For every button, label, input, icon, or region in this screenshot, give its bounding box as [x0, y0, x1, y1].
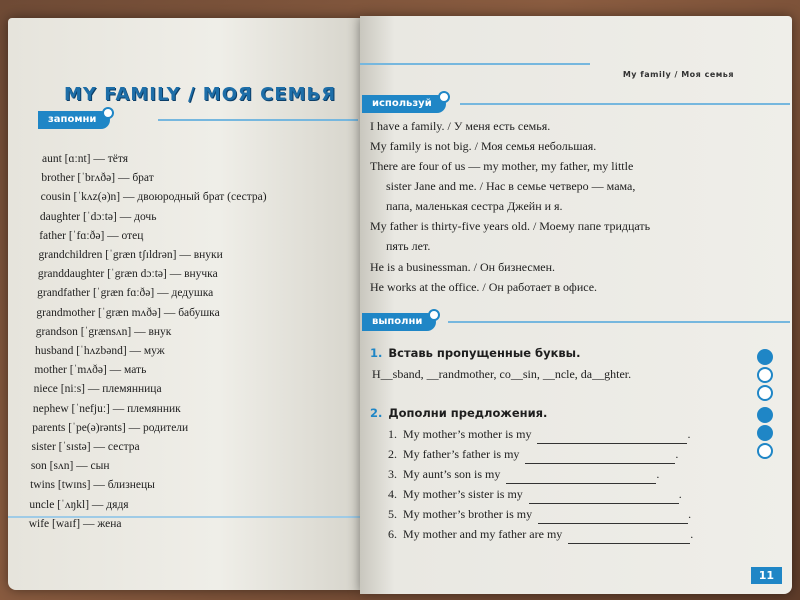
- vocab-item: wife [waɪf] — жена: [28, 517, 122, 530]
- task1-text: H__sband, __randmother, co__sin, __ncle, da__ghter.: [372, 367, 632, 381]
- vocab-item: grandmother [ˈgræn mʌðə] — бабушка: [36, 306, 220, 319]
- task2-item-text: My mother and my father are my: [403, 527, 563, 541]
- vocab-item: grandchildren [ˈgræn tʃɪldrən] — внуки: [38, 249, 223, 262]
- filled-circle-icon: [757, 425, 773, 441]
- header-divider: [360, 63, 590, 65]
- vocab-item: niece [niːs] — племянница: [33, 383, 162, 396]
- difficulty-indicator: [755, 348, 775, 403]
- difficulty-indicator: [755, 406, 775, 461]
- task2-item-number: 3.: [388, 467, 397, 481]
- answer-blank[interactable]: [506, 469, 656, 484]
- period: .: [678, 487, 682, 501]
- task2-item-number: 1.: [388, 427, 397, 441]
- vocab-item: brother [ˈbrʌðə] — брат: [41, 172, 154, 185]
- vocab-item: aunt [ɑːnt] — тётя: [42, 153, 129, 165]
- empty-circle-icon: [757, 367, 773, 383]
- vocab-item: parents [ˈpe(ə)rənts] — родители: [32, 421, 189, 434]
- remember-tag-label: запомни: [48, 114, 97, 125]
- period: .: [687, 427, 691, 441]
- task1-title: Вставь пропущенные буквы.: [388, 346, 581, 360]
- task2-title: Дополни предложения.: [388, 406, 548, 420]
- use-tag: [362, 95, 446, 113]
- task2-item: [388, 464, 659, 484]
- task2-item: [388, 504, 691, 524]
- task2-item-number: 6.: [388, 527, 397, 541]
- period: .: [690, 527, 694, 541]
- example-line: I have a family. / У меня есть семья.: [370, 119, 551, 133]
- task2-item-text: My mother’s mother is my: [403, 427, 532, 441]
- divider: [448, 321, 790, 323]
- period: .: [688, 507, 692, 521]
- vocab-item: husband [ˈhʌzbənd] — муж: [35, 345, 165, 358]
- do-tag: [362, 313, 436, 331]
- task2-heading: [370, 406, 547, 420]
- filled-circle-icon: [757, 349, 773, 365]
- vocab-item: father [ˈfɑːðə] — отец: [39, 229, 144, 242]
- task2-item-text: My aunt’s son is my: [403, 467, 501, 481]
- right-page: [360, 16, 792, 594]
- task1-number: 1.: [370, 346, 383, 360]
- vocab-item: granddaughter [ˈgræn dɔːtə] — внучка: [37, 268, 218, 281]
- vocab-item: twins [twɪns] — близнецы: [30, 479, 155, 492]
- vocabulary-list: [28, 150, 267, 534]
- task2-item-number: 4.: [388, 487, 397, 501]
- example-line: пять лет.: [386, 239, 431, 253]
- example-line: папа, маленькая сестра Джейн и я.: [386, 199, 563, 213]
- answer-blank[interactable]: [538, 509, 688, 524]
- page-number: 11: [751, 567, 782, 584]
- vocab-item: daughter [ˈdɔːtə] — дочь: [39, 210, 157, 223]
- task2-item: [388, 424, 690, 444]
- task2-item: [388, 524, 693, 544]
- example-line: He works at the office. / Он работает в офисе.: [370, 280, 598, 294]
- do-tag-label: выполни: [372, 316, 423, 327]
- answer-blank[interactable]: [525, 449, 675, 464]
- task2-item-number: 5.: [388, 507, 397, 521]
- example-line: My father is thirty-five years old. / Моему папе тридцать: [370, 219, 651, 233]
- remember-tag: [38, 111, 110, 129]
- tag-dot-icon: [438, 91, 450, 103]
- task2-number: 2.: [370, 406, 383, 420]
- task2-item-number: 2.: [388, 447, 397, 461]
- task1-heading: [370, 346, 580, 360]
- task2-item-text: My mother’s sister is my: [403, 487, 523, 501]
- tag-dot-icon: [428, 309, 440, 321]
- task2-item: [388, 444, 678, 464]
- running-header: My family / Моя семья: [622, 70, 734, 79]
- divider: [158, 119, 358, 121]
- example-line: There are four of us — my mother, my father, my little: [370, 159, 634, 173]
- answer-blank[interactable]: [568, 529, 690, 544]
- empty-circle-icon: [757, 385, 773, 401]
- vocab-item: grandfather [ˈgræn fɑːðə] — дедушка: [37, 287, 214, 300]
- example-line: He is a businessman. / Он бизнесмен.: [370, 260, 556, 274]
- vocab-item: uncle [ˈʌŋkl] — дядя: [29, 498, 129, 511]
- divider: [460, 103, 790, 105]
- vocab-item: cousin [ˈkʌz(ə)n] — двоюродный брат (сестра): [40, 191, 267, 204]
- left-page: [8, 18, 360, 590]
- example-line: sister Jane and me. / Нас в семье четверо — мама,: [386, 179, 636, 193]
- vocab-item: mother [ˈmʌðə] — мать: [34, 364, 147, 377]
- answer-blank[interactable]: [537, 429, 687, 444]
- vocab-item: son [sʌn] — сын: [30, 460, 110, 473]
- task2-item: [388, 484, 682, 504]
- filled-circle-icon: [757, 407, 773, 423]
- answer-blank[interactable]: [529, 489, 679, 504]
- use-tag-label: используй: [372, 98, 432, 109]
- bottom-divider: [8, 516, 360, 518]
- task2-item-text: My mother’s brother is my: [403, 507, 533, 521]
- example-line: My family is not big. / Моя семья небольшая.: [370, 139, 597, 153]
- vocab-item: sister [ˈsɪstə] — сестра: [31, 441, 140, 454]
- page-title: MY FAMILY / МОЯ СЕМЬЯ: [64, 84, 337, 105]
- period: .: [675, 447, 679, 461]
- vocab-item: nephew [ˈnefjuː] — племянник: [32, 402, 181, 415]
- task2-item-text: My father’s father is my: [403, 447, 520, 461]
- tag-dot-icon: [102, 107, 114, 119]
- empty-circle-icon: [757, 443, 773, 459]
- vocab-item: grandson [ˈgrænsʌn] — внук: [35, 325, 172, 338]
- period: .: [656, 467, 660, 481]
